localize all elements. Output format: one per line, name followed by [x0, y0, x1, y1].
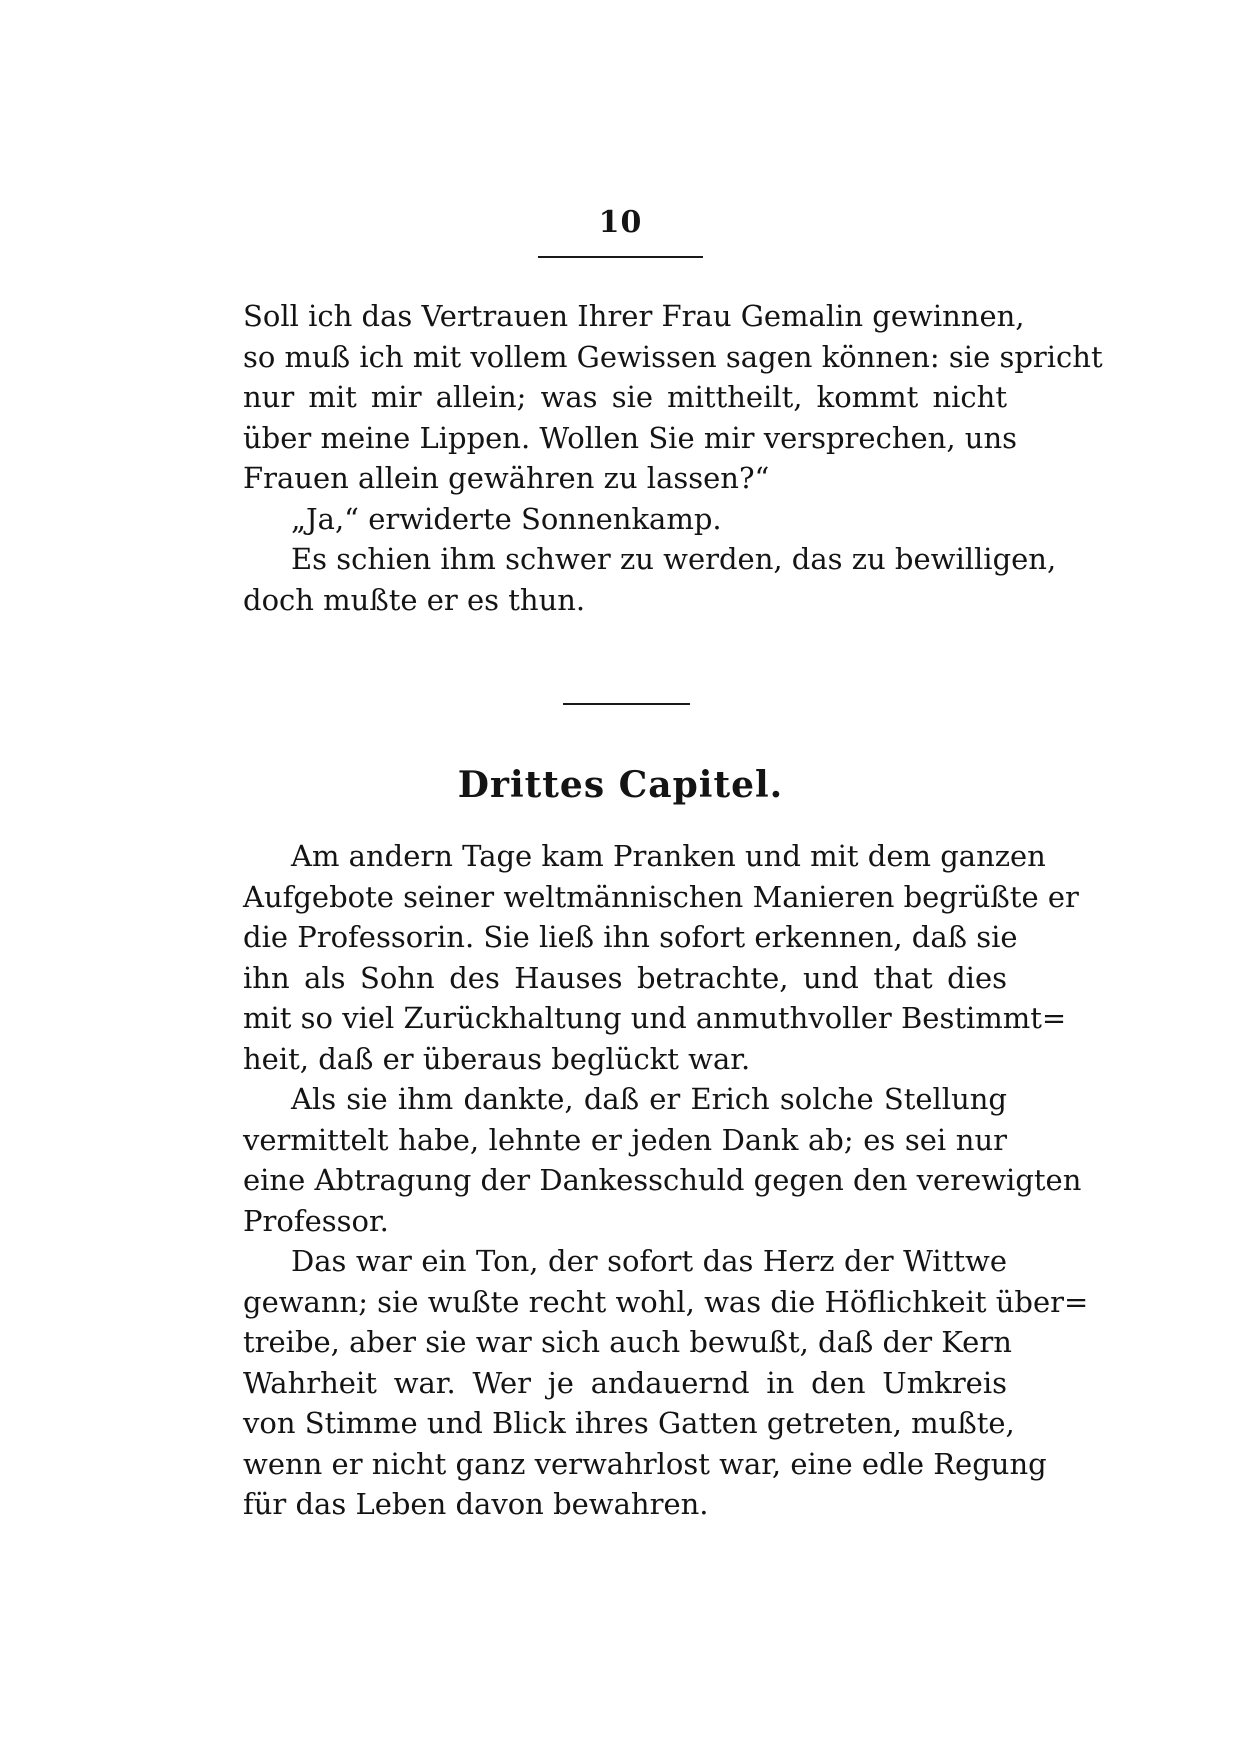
text-line: Frauen allein gewähren zu lassen?“	[243, 461, 770, 495]
text-line: vermittelt habe, lehnte er jeden Dank ab; es sei nur	[243, 1122, 1007, 1157]
text-block-before	[243, 296, 1103, 620]
chapter-title: Drittes Capitel.	[457, 764, 784, 806]
text-line: Professor.	[243, 1203, 389, 1238]
text-line: heit, daß er überaus beglückt war.	[243, 1041, 751, 1076]
text-line: für das Leben davon bewahren.	[243, 1487, 709, 1521]
text-line: gewann; sie wußte recht wohl, was die Höflichkeit über=	[243, 1284, 1089, 1319]
text-line: mit so viel Zurückhaltung und anmuthvoller Bestimmt=	[243, 1001, 1067, 1035]
text-line: eine Abtragung der Dankesschuld gegen den verewigten	[243, 1163, 1082, 1197]
text-line: Am andern Tage kam Pranken und mit dem ganzen	[291, 839, 1046, 873]
text-line: Wahrheit war. Wer je andauernd in den Umkreis	[243, 1365, 1007, 1400]
text-line: Aufgebote seiner weltmännischen Manieren begrüßte er	[243, 879, 1079, 914]
text-block-after	[243, 836, 1089, 1525]
text-line: über meine Lippen. Wollen Sie mir versprechen, uns	[243, 420, 1018, 455]
text-line: Es schien ihm schwer zu werden, das zu bewilligen,	[291, 542, 1057, 576]
text-line: ihn als Sohn des Hauses betrachte, und that dies	[243, 960, 1007, 995]
text-line: die Professorin. Sie ließ ihn sofort erkennen, daß sie	[243, 920, 1018, 954]
text-line: doch mußte er es thun.	[243, 582, 586, 617]
text-line: wenn er nicht ganz verwahrlost war, eine edle Regung	[243, 1446, 1047, 1481]
text-line: von Stimme und Blick ihres Gatten getreten, mußte,	[243, 1406, 1015, 1440]
text-line: „Ja,“ erwiderte Sonnenkamp.	[291, 501, 722, 536]
text-line: so muß ich mit vollem Gewissen sagen können: sie spricht	[243, 339, 1103, 374]
text-line: nur mit mir allein; was sie mittheilt, kommt nicht	[243, 380, 1007, 414]
text-line: treibe, aber sie war sich auch bewußt, daß der Kern	[243, 1325, 1012, 1359]
text-line: Soll ich das Vertrauen Ihrer Frau Gemalin gewinnen,	[243, 299, 1025, 333]
page-number: 10	[598, 205, 643, 240]
text-line: Als sie ihm dankte, daß er Erich solche Stellung	[291, 1082, 1007, 1116]
section-divider	[563, 703, 690, 705]
header-rule	[538, 256, 703, 258]
text-line: Das war ein Ton, der sofort das Herz der Wittwe	[291, 1244, 1007, 1278]
